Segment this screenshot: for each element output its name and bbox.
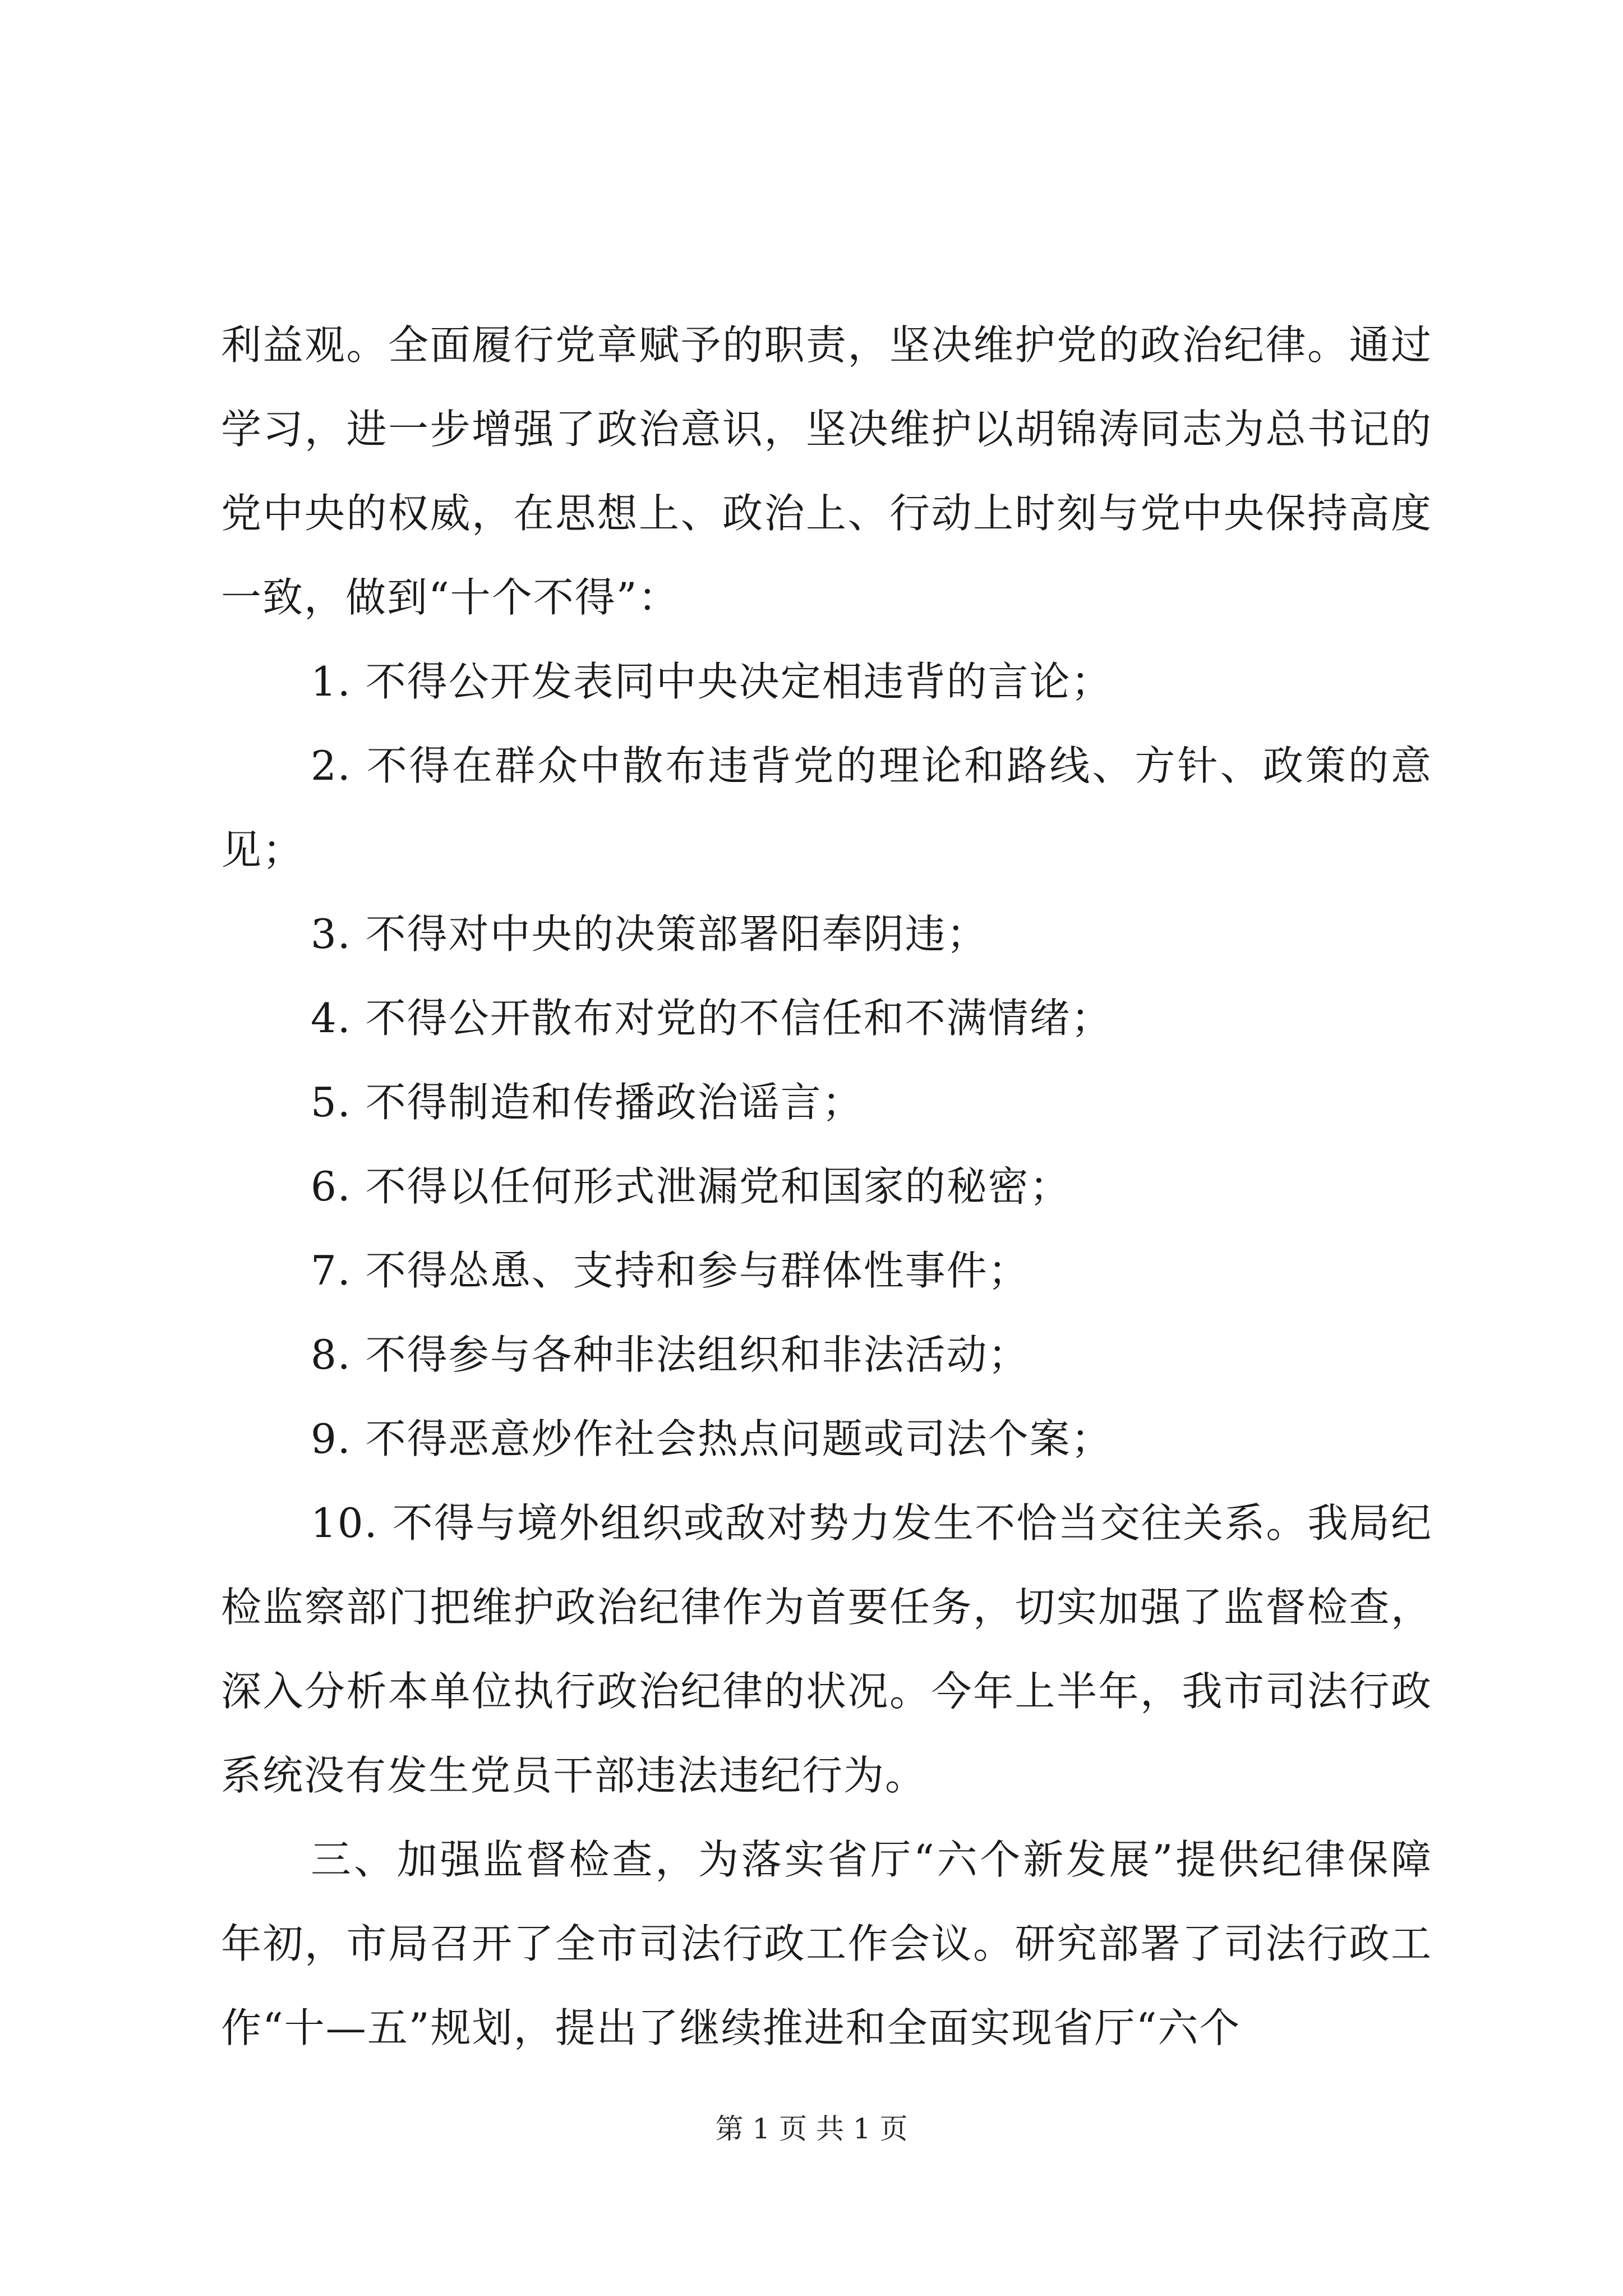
list-item-8: 8. 不得参与各种非法组织和非法活动；: [311, 1331, 1030, 1378]
list-item-2: 2. 不得在群众中散布违背党的理论和路线、方针、政策的意见；: [221, 742, 1432, 873]
document-body: [221, 303, 1432, 2070]
list-item-7: 7. 不得怂恿、支持和参与群体性事件；: [311, 1247, 1030, 1294]
list-item-6: 6. 不得以任何形式泄漏党和国家的秘密；: [311, 1163, 1071, 1210]
list-item-10: 10. 不得与境外组织或敌对势力发生不恰当交往关系。我局纪检监察部门把维护政治纪律作为首要任务，切实加强了监督检查，深入分析本单位执行政治纪律的状况。今年上半年，我市司法行政系统没有发生党员干部违法违纪行为。: [221, 1499, 1432, 1799]
list-item-4: 4. 不得公开散布对党的不信任和不满情绪；: [311, 995, 1113, 1042]
page-footer: 第 1 页 共 1 页: [715, 2113, 908, 2145]
list-item-1: 1. 不得公开发表同中央决定相违背的言论；: [311, 658, 1113, 705]
list-item-5: 5. 不得制造和传播政治谣言；: [311, 1079, 864, 1126]
section-three-paragraph: 三、加强监督检查，为落实省厅“六个新发展”提供纪律保障年初，市局召开了全市司法行政工作会议。研究部署了司法行政工作“十—五”规划，提出了继续推进和全面实现省厅“六个: [221, 1836, 1432, 2051]
list-item-3: 3. 不得对中央的决策部署阳奉阴违；: [311, 910, 988, 958]
list-item-9: 9. 不得恶意炒作社会热点问题或司法个案；: [311, 1415, 1113, 1462]
paragraph-intro: 利益观。全面履行党章赋予的职责，坚决维护党的政治纪律。通过学习，进一步增强了政治意识，坚决维护以胡锦涛同志为总书记的党中央的权威，在思想上、政治上、行动上时刻与党中央保持高度一致，做到“十个不得”：: [221, 321, 1432, 621]
